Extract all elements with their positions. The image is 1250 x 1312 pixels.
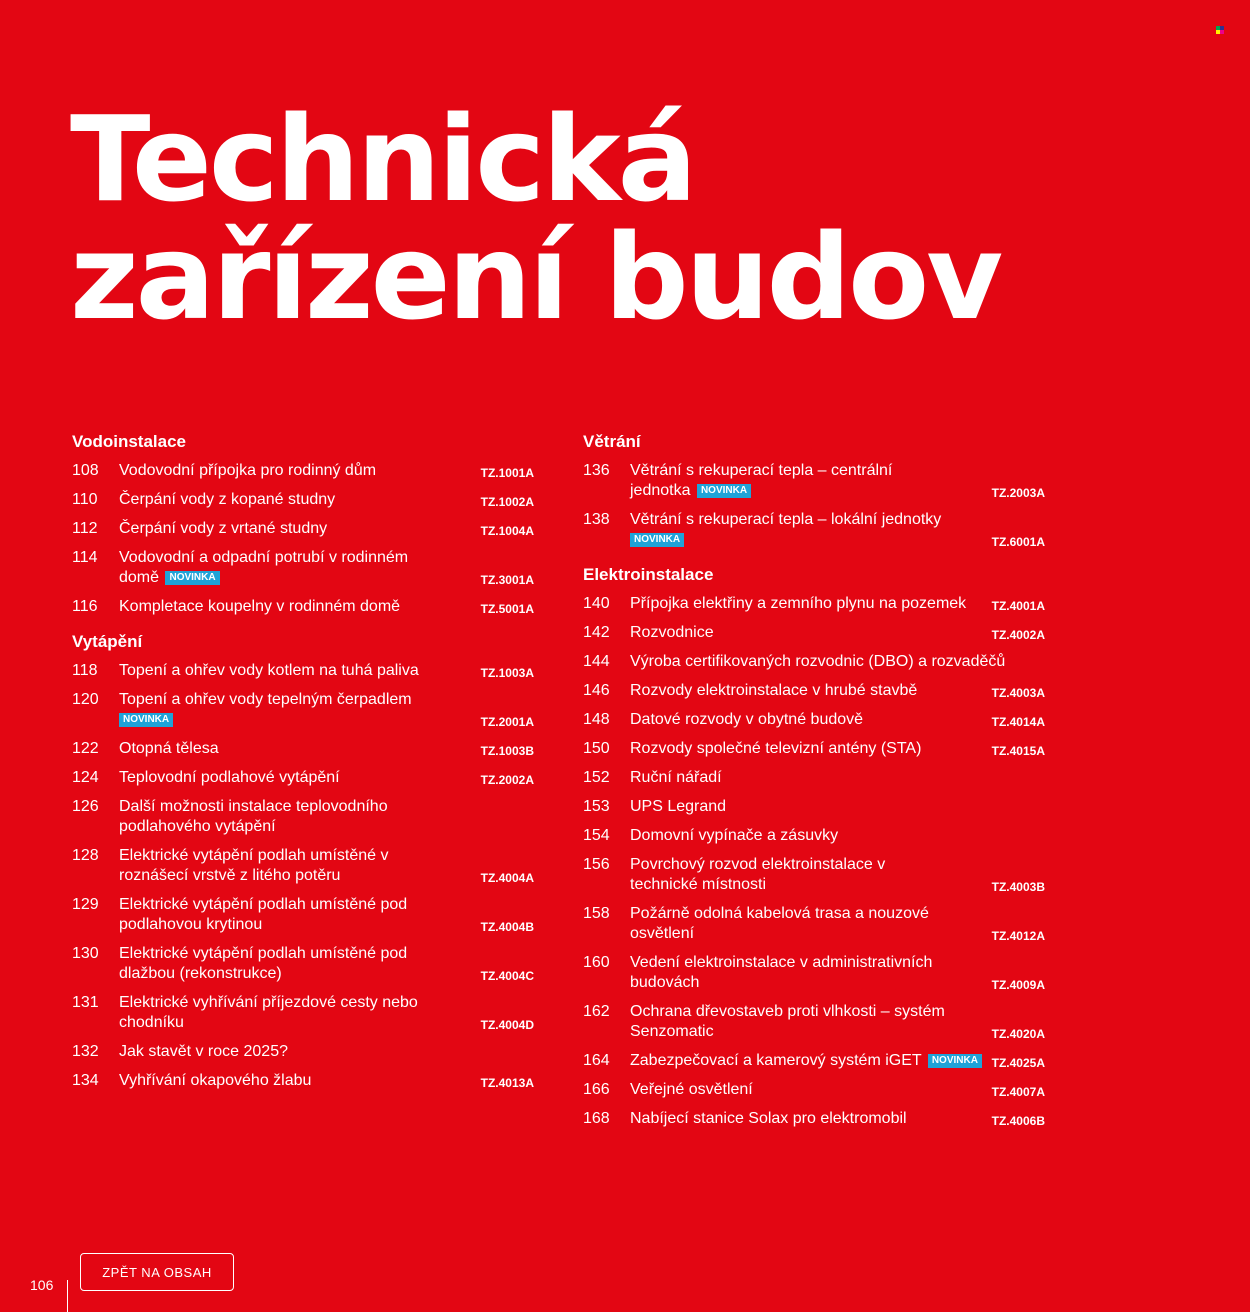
toc-item-code: TZ.4003B xyxy=(991,880,1045,894)
toc-page-number: 150 xyxy=(583,740,610,757)
toc-item-title: Vedení elektroinstalace v administrativních budovách xyxy=(630,954,933,991)
section-title: Elektroinstalace xyxy=(583,565,714,584)
toc-item-code: TZ.1003A xyxy=(480,666,534,680)
toc-item[interactable] xyxy=(72,690,542,730)
toc-item-title: Elektrické vyhřívání příjezdové cesty nebo chodníku xyxy=(119,994,418,1031)
toc-item-title: Topení a ohřev vody tepelným čerpadlem xyxy=(119,691,412,708)
section-title: Vodoinstalace xyxy=(72,432,186,451)
section-title: Vytápění xyxy=(72,632,143,651)
toc-item-code: TZ.5001A xyxy=(480,602,534,616)
toc-page-number: 112 xyxy=(72,520,98,537)
toc-left-column xyxy=(72,430,542,1104)
toc-item-code: TZ.4015A xyxy=(991,744,1045,758)
toc-page-number: 134 xyxy=(72,1072,99,1089)
toc-item-code: TZ.2002A xyxy=(480,773,534,787)
toc-page-number: 132 xyxy=(72,1043,99,1060)
novinka-badge: NOVINKA xyxy=(630,533,684,547)
toc-item-title: UPS Legrand xyxy=(630,798,727,815)
toc-item-title: Datové rozvody v obytné budově xyxy=(630,711,864,728)
toc-page-number: 168 xyxy=(583,1110,610,1127)
toc-item-code: TZ.3001A xyxy=(480,573,534,587)
toc-item-code: TZ.4003A xyxy=(991,686,1045,700)
toc-item-title-wrap xyxy=(119,548,424,588)
toc-item[interactable] xyxy=(72,944,542,984)
toc-page-number: 160 xyxy=(583,954,610,971)
toc-item[interactable] xyxy=(583,1002,1053,1042)
toc-page-number: 129 xyxy=(72,896,99,913)
toc-item-title: Rozvody společné televizní antény (STA) xyxy=(630,740,922,757)
toc-item-title-wrap xyxy=(119,690,424,730)
toc-item-title: Ochrana dřevostaveb proti vlhkosti – systém Senzomatic xyxy=(630,1003,945,1040)
toc-item[interactable] xyxy=(583,855,1053,895)
toc-item[interactable] xyxy=(72,739,542,759)
novinka-badge: NOVINKA xyxy=(928,1054,982,1068)
toc-page-number: 152 xyxy=(583,769,610,786)
toc-item-code: TZ.1001A xyxy=(480,466,534,480)
toc-page-number: 146 xyxy=(583,682,610,699)
toc-page-number: 122 xyxy=(72,740,99,757)
toc-item-title: Veřejné osvětlení xyxy=(630,1081,753,1098)
toc-item-title: Topení a ohřev vody kotlem na tuhá paliva xyxy=(119,662,419,679)
toc-item-code: TZ.4004C xyxy=(480,969,534,983)
toc-page-number: 138 xyxy=(583,511,610,528)
toc-page-number: 142 xyxy=(583,624,610,641)
toc-item[interactable] xyxy=(72,895,542,935)
toc-item[interactable] xyxy=(583,1109,1053,1129)
toc-item-title: Teplovodní podlahové vytápění xyxy=(119,769,340,786)
toc-item-title: Čerpání vody z kopané studny xyxy=(119,491,336,508)
toc-item[interactable] xyxy=(583,681,1053,701)
toc-item-title: Vyhřívání okapového žlabu xyxy=(119,1072,312,1089)
toc-item-title: Přípojka elektřiny a zemního plynu na pozemek xyxy=(630,595,967,612)
toc-item-code: TZ.4002A xyxy=(991,628,1045,642)
toc-right-column xyxy=(583,430,1053,1142)
toc-item-title: Vodovodní a odpadní potrubí v rodinném domě xyxy=(119,549,409,586)
toc-page-number: 153 xyxy=(583,798,610,815)
novinka-badge: NOVINKA xyxy=(165,571,219,585)
toc-item-title-wrap xyxy=(630,461,920,501)
toc-page-number: 136 xyxy=(583,462,610,479)
toc-page-number: 164 xyxy=(583,1052,610,1069)
page-number: 106 xyxy=(30,1277,54,1293)
toc-item-title: Elektrické vytápění podlah umístěné pod podlahovou krytinou xyxy=(119,896,408,933)
toc-item-code: TZ.1004A xyxy=(480,524,534,538)
toc-item-title: Větrání s rekuperací tepla – lokální jednotky xyxy=(630,511,942,528)
toc-item-title: Elektrické vytápění podlah umístěné pod dlažbou (rekonstrukce) xyxy=(119,945,408,982)
section-title: Větrání xyxy=(583,432,641,451)
toc-item[interactable] xyxy=(583,1051,1053,1071)
toc-item[interactable] xyxy=(72,661,542,681)
toc-item[interactable] xyxy=(72,797,542,837)
toc-item-title-wrap xyxy=(630,1051,990,1071)
toc-item-title: Nabíjecí stanice Solax pro elektromobil xyxy=(630,1110,907,1127)
toc-item[interactable] xyxy=(72,490,542,510)
page-divider xyxy=(67,1280,68,1312)
toc-item-code: TZ.4012A xyxy=(991,929,1045,943)
toc-item-title: Požárně odolná kabelová trasa a nouzové osvětlení xyxy=(630,905,929,942)
toc-page-number: 140 xyxy=(583,595,610,612)
toc-item-title: Jak stavět v roce 2025? xyxy=(119,1043,288,1060)
toc-item[interactable] xyxy=(583,623,1053,643)
toc-item[interactable] xyxy=(583,739,1053,759)
toc-item-title: Vodovodní přípojka pro rodinný dům xyxy=(119,462,377,479)
toc-item[interactable] xyxy=(583,904,1053,944)
color-registration-mark-icon xyxy=(1216,26,1226,36)
back-to-contents-button[interactable]: ZPĚT NA OBSAH xyxy=(80,1253,234,1291)
page-title-line-1: Technická xyxy=(70,90,695,228)
toc-page-number: 114 xyxy=(72,549,98,566)
toc-item-title: Kompletace koupelny v rodinném domě xyxy=(119,598,401,615)
toc-item[interactable] xyxy=(583,510,1053,550)
toc-item-code: TZ.4001A xyxy=(991,599,1045,613)
toc-item[interactable] xyxy=(583,953,1053,993)
toc-item-title: Rozvodnice xyxy=(630,624,714,641)
toc-page-number: 108 xyxy=(72,462,99,479)
toc-page-number: 126 xyxy=(72,798,99,815)
toc-page-number: 156 xyxy=(583,856,610,873)
toc-item-title: Zabezpečovací a kamerový systém iGET xyxy=(630,1052,922,1069)
toc-item[interactable] xyxy=(72,993,542,1033)
novinka-badge: NOVINKA xyxy=(697,484,751,498)
toc-page-number: 131 xyxy=(72,994,99,1011)
toc-page-number: 120 xyxy=(72,691,99,708)
toc-item-title: Výroba certifikovaných rozvodnic (DBO) a rozvaděčů xyxy=(630,653,1006,670)
toc-item-code: TZ.4006B xyxy=(991,1114,1045,1128)
toc-page-number: 158 xyxy=(583,905,610,922)
toc-item[interactable] xyxy=(583,1080,1053,1100)
toc-item-code: TZ.4004A xyxy=(480,871,534,885)
section-vytapeni xyxy=(72,630,542,1091)
toc-item[interactable] xyxy=(72,548,542,588)
toc-item[interactable] xyxy=(583,652,1053,672)
toc-page-number: 162 xyxy=(583,1003,610,1020)
toc-item-code: TZ.4007A xyxy=(991,1085,1045,1099)
toc-page-number: 128 xyxy=(72,847,99,864)
toc-item-title: Rozvody elektroinstalace v hrubé stavbě xyxy=(630,682,918,699)
toc-item-code: TZ.4020A xyxy=(991,1027,1045,1041)
toc-page-number: 130 xyxy=(72,945,99,962)
section-vetrani xyxy=(583,430,1053,550)
toc-item-code: TZ.4013A xyxy=(480,1076,534,1090)
toc-item[interactable] xyxy=(72,1042,542,1062)
toc-item-title-wrap xyxy=(630,510,985,550)
toc-item[interactable] xyxy=(72,519,542,539)
toc-item[interactable] xyxy=(583,594,1053,614)
toc-page-number: 116 xyxy=(72,598,98,615)
toc-item[interactable] xyxy=(72,768,542,788)
toc-item-title: Domovní vypínače a zásuvky xyxy=(630,827,839,844)
section-elektroinstalace xyxy=(583,563,1053,1129)
page-title xyxy=(70,90,1001,346)
toc-page-number: 166 xyxy=(583,1081,610,1098)
toc-item-code: TZ.4009A xyxy=(991,978,1045,992)
toc-item-title: Větrání s rekuperací tepla – centrální jednotka xyxy=(630,462,893,499)
toc-item[interactable] xyxy=(72,846,542,886)
toc-item-title: Povrchový rozvod elektroinstalace v technické místnosti xyxy=(630,856,886,893)
toc-page-number: 148 xyxy=(583,711,610,728)
toc-page-number: 144 xyxy=(583,653,610,670)
toc-item-title: Ruční nářadí xyxy=(630,769,722,786)
toc-item-code: TZ.2003A xyxy=(991,486,1045,500)
toc-item[interactable] xyxy=(583,826,1053,846)
toc-item-code: TZ.4025A xyxy=(991,1056,1045,1070)
toc-item-title: Další možnosti instalace teplovodního podlahového vytápění xyxy=(119,798,388,835)
toc-item[interactable] xyxy=(72,1071,542,1091)
page-title-line-2: zařízení budov xyxy=(70,208,1001,346)
toc-item-title: Otopná tělesa xyxy=(119,740,219,757)
toc-item[interactable] xyxy=(583,710,1053,730)
toc-item[interactable] xyxy=(72,597,542,617)
toc-item-title: Čerpání vody z vrtané studny xyxy=(119,520,328,537)
toc-item-code: TZ.4014A xyxy=(991,715,1045,729)
toc-item-code: TZ.4004B xyxy=(480,920,534,934)
toc-item-code: TZ.6001A xyxy=(991,535,1045,549)
toc-page-number: 124 xyxy=(72,769,99,786)
toc-item[interactable] xyxy=(583,768,1053,788)
toc-item-code: TZ.2001A xyxy=(480,715,534,729)
novinka-badge: NOVINKA xyxy=(119,713,173,727)
toc-item[interactable] xyxy=(72,461,542,481)
toc-item-code: TZ.1003B xyxy=(480,744,534,758)
section-vodoinstalace xyxy=(72,430,542,617)
toc-item[interactable] xyxy=(583,461,1053,501)
toc-page-number: 110 xyxy=(72,491,98,508)
toc-page-number: 154 xyxy=(583,827,610,844)
toc-item-code: TZ.4004D xyxy=(480,1018,534,1032)
toc-item[interactable] xyxy=(583,797,1053,817)
toc-item-code: TZ.1002A xyxy=(480,495,534,509)
toc-item-title: Elektrické vytápění podlah umístěné v roznášecí vrstvě z litého potěru xyxy=(119,847,389,884)
toc-page-number: 118 xyxy=(72,662,98,679)
